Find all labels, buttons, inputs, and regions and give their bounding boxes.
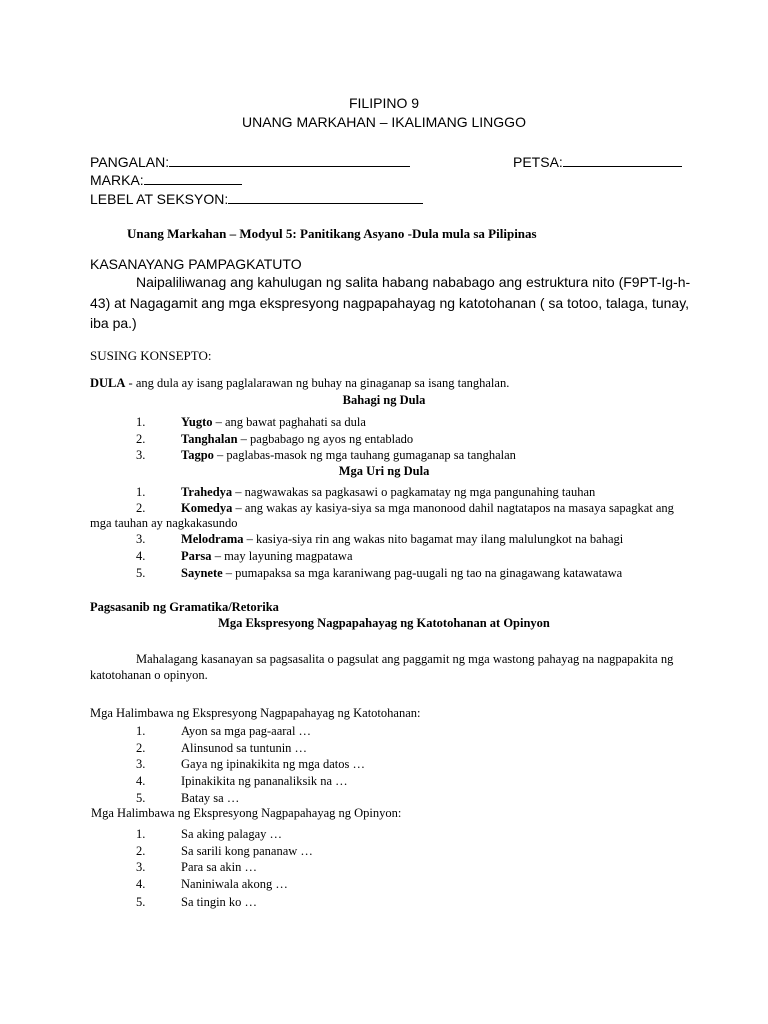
name-label: PANGALAN: [90,154,170,170]
item-number: 1. [136,827,146,841]
list-item [136,485,595,500]
item-term: Komedya [181,501,233,515]
grammar-subheading: Mga Ekspresyong Nagpapahayag ng Katotohanan at Opinyon [218,616,550,630]
facts-heading: Mga Halimbawa ng Ekspresyong Nagpapahayag ng Katotohanan: [90,706,421,720]
item-number: 4. [136,774,146,788]
section-field [90,189,423,207]
item-text: Batay sa … [181,791,240,805]
parts-heading: Bahagi ng Dula [342,393,426,407]
competency-line-2: 43) at Nagagamit ang mga ekspresyong nagpapahayag ng katotohanan ( sa totoo, talaga, tunay, [90,295,690,311]
item-number: 5. [136,791,146,805]
item-term: Tanghalan [181,432,238,446]
types-heading: Mga Uri ng Dula [338,464,430,478]
section-blank [228,189,423,204]
item-number: 2. [136,741,146,755]
item-text: Naniniwala akong … [181,877,288,891]
competency-line-3: iba pa.) [90,315,137,331]
item-number: 1. [136,724,146,738]
item-term: Trahedya [181,485,233,499]
list-item [136,566,622,581]
item-number: 3. [136,757,146,771]
list-item [136,757,365,772]
list-item [136,860,257,875]
name-field [90,152,410,170]
list-item-continuation: mga tauhan ay nagkakasundo [90,516,238,530]
date-label: PETSA: [513,154,563,170]
grade-blank [144,170,242,185]
grade-label: MARKA: [90,172,144,188]
list-item [136,432,413,447]
list-item [136,532,623,547]
dula-definition [90,376,509,391]
item-text: Gaya ng ipinakikita ng mga datos … [181,757,365,771]
list-item [136,448,516,463]
list-item [136,549,353,564]
list-item [136,844,313,859]
item-number: 3. [136,532,146,546]
grammar-heading: Pagsasanib ng Gramatika/Retorika [90,600,279,614]
list-item [136,827,282,842]
item-term: Yugto [181,415,213,429]
competency-line-1: Naipaliliwanag ang kahulugan ng salita habang nababago ang estruktura nito (F9PT-Ig-h- [136,274,691,290]
item-number: 2. [136,432,146,446]
module-title: Unang Markahan – Modyul 5: Panitikang Asyano -Dula mula sa Pilipinas [127,226,537,241]
list-item [136,415,366,430]
item-desc: – ang wakas ay kasiya-siya sa mga manonood dahil nagtatapos na masaya sapagkat ang [232,501,674,515]
item-number: 5. [136,895,146,909]
item-number: 2. [136,844,146,858]
grammar-paragraph-line-2: katotohanan o opinyon. [90,668,208,682]
item-text: Sa aking palagay … [181,827,283,841]
item-desc: – pumapaksa sa mga karaniwang pag-uugali ng tao na ginagawang katawatawa [222,566,623,580]
list-item [136,877,288,892]
item-term: Melodrama [181,532,244,546]
item-number: 1. [136,415,146,429]
item-text: Ayon sa mga pag-aaral … [181,724,312,738]
list-item [136,741,307,756]
date-field [513,152,682,170]
item-number: 2. [136,501,146,515]
item-desc: – paglabas-masok ng mga tauhang gumaganap sa tanghalan [213,448,516,462]
opinions-heading: Mga Halimbawa ng Ekspresyong Nagpapahayag ng Opinyon: [91,806,402,820]
date-blank [563,152,682,167]
item-desc: – may layuning magpatawa [211,549,353,563]
item-text: Sa tingin ko … [181,895,258,909]
name-blank [169,152,410,167]
item-text: Para sa akin … [181,860,258,874]
item-desc: – pagbabago ng ayos ng entablado [237,432,414,446]
item-text: Alinsunod sa tuntunin … [181,741,308,755]
grammar-paragraph-line-1: Mahalagang kasanayan sa pagsasalita o pagsulat ang paggamit ng mga wastong pahayag na nagpapakita ng [136,652,674,666]
item-number: 4. [136,877,146,891]
item-desc: – ang bawat paghahati sa dula [212,415,366,429]
key-concept-heading: SUSING KONSEPTO: [90,348,212,363]
list-item [136,774,348,789]
list-item [136,791,239,806]
item-term: Parsa [181,549,212,563]
item-number: 3. [136,448,146,462]
item-desc: – kasiya-siya rin ang wakas nito bagamat may ilang malulungkot na bahagi [243,532,624,546]
item-term: Tagpo [181,448,214,462]
item-text: Ipinakikita ng pananaliksik na … [181,774,348,788]
list-item [136,724,311,739]
dula-desc: - ang dula ay isang paglalarawan ng buhay na ginaganap sa isang tanghalan. [125,376,510,390]
dula-term: DULA [90,376,126,390]
item-text: Sa sarili kong pananaw … [181,844,313,858]
item-desc: – nagwawakas sa pagkasawi o pagkamatay ng mga pangunahing tauhan [232,485,596,499]
item-number: 1. [136,485,146,499]
competency-heading: KASANAYANG PAMPAGKATUTO [90,256,302,272]
grade-field [90,170,242,188]
quarter-title: UNANG MARKAHAN – IKALIMANG LINGGO [242,114,526,130]
list-item [136,895,257,910]
section-label: LEBEL AT SEKSYON: [90,191,229,207]
subject-title: FILIPINO 9 [348,95,420,111]
item-number: 4. [136,549,146,563]
item-number: 5. [136,566,146,580]
item-term: Saynete [181,566,223,580]
list-item [136,501,674,516]
item-number: 3. [136,860,146,874]
